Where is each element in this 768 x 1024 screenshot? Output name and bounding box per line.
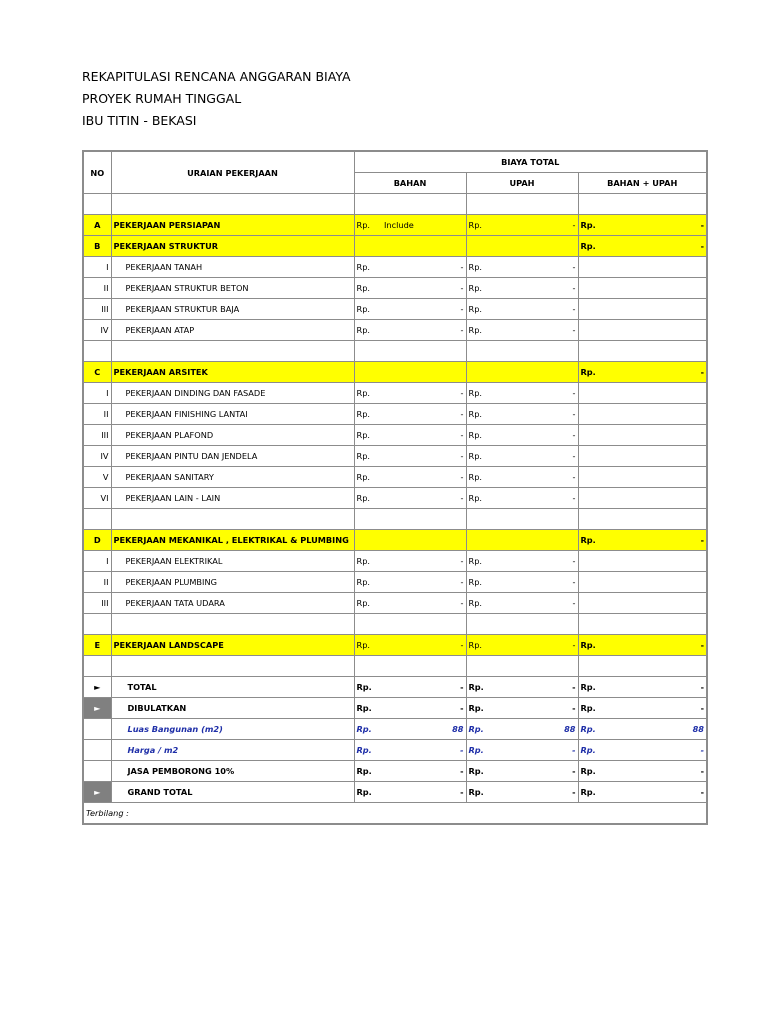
item-bahan-cell bbox=[354, 257, 466, 278]
amount-value: - bbox=[460, 451, 464, 461]
terbilang-row bbox=[83, 803, 707, 825]
amount-value: 88 bbox=[452, 724, 464, 734]
currency-label: Rp. bbox=[356, 640, 370, 650]
item-bahan-cell bbox=[354, 425, 466, 446]
currency-label: Rp. bbox=[356, 703, 372, 713]
section-label: PEKERJAAN ARSITEK bbox=[111, 362, 354, 383]
summary-upah-cell bbox=[466, 782, 578, 803]
summary-bahan-cell bbox=[354, 761, 466, 782]
amount-value: - bbox=[700, 535, 704, 545]
currency-label: Rp. bbox=[356, 766, 372, 776]
amount-value: 88 bbox=[692, 724, 704, 734]
summary-row bbox=[83, 677, 707, 698]
arrow-marker-icon: ► bbox=[83, 677, 111, 698]
blank-cell bbox=[111, 341, 354, 362]
summary-label: GRAND TOTAL bbox=[111, 782, 354, 803]
amount-value: - bbox=[572, 703, 576, 713]
item-upah-cell bbox=[466, 425, 578, 446]
currency-label: Rp. bbox=[468, 220, 482, 230]
currency-label: Rp. bbox=[580, 241, 596, 251]
currency-label: Rp. bbox=[580, 535, 596, 545]
currency-label: Rp. bbox=[468, 577, 482, 587]
blank-cell bbox=[466, 341, 578, 362]
amount-value: - bbox=[460, 304, 464, 314]
currency-label: Rp. bbox=[356, 430, 370, 440]
section-bahan-cell bbox=[354, 236, 466, 257]
amount-value: - bbox=[460, 577, 464, 587]
item-bahan-cell bbox=[354, 299, 466, 320]
summary-body bbox=[83, 677, 707, 803]
item-no: IV bbox=[83, 320, 111, 341]
blank-cell bbox=[466, 509, 578, 530]
section-row bbox=[83, 635, 707, 656]
section-no: C bbox=[83, 362, 111, 383]
section-label: PEKERJAAN STRUKTUR bbox=[111, 236, 354, 257]
currency-label: Rp. bbox=[468, 493, 482, 503]
currency-label: Rp. bbox=[356, 325, 370, 335]
blank-cell bbox=[466, 194, 578, 215]
amount-value: - bbox=[460, 409, 464, 419]
amount-value: - bbox=[572, 577, 576, 587]
summary-total-cell bbox=[578, 719, 707, 740]
item-upah-cell bbox=[466, 320, 578, 341]
summary-upah-cell bbox=[466, 761, 578, 782]
item-total-cell bbox=[578, 551, 707, 572]
amount-value: - bbox=[572, 283, 576, 293]
header-bahan-upah: BAHAN + UPAH bbox=[578, 173, 707, 194]
currency-label: Rp. bbox=[468, 745, 484, 755]
item-upah-cell bbox=[466, 278, 578, 299]
item-total-cell bbox=[578, 572, 707, 593]
item-total-cell bbox=[578, 257, 707, 278]
section-upah-cell bbox=[466, 530, 578, 551]
item-row bbox=[83, 488, 707, 509]
summary-total-cell bbox=[578, 698, 707, 719]
currency-label: Rp. bbox=[580, 682, 596, 692]
item-bahan-cell bbox=[354, 446, 466, 467]
amount-value: - bbox=[572, 220, 576, 230]
item-label: PEKERJAAN PINTU DAN JENDELA bbox=[111, 446, 354, 467]
amount-value: - bbox=[460, 598, 464, 608]
blank-cell bbox=[83, 614, 111, 635]
section-total-cell bbox=[578, 530, 707, 551]
item-bahan-cell bbox=[354, 572, 466, 593]
item-label: PEKERJAAN STRUKTUR BAJA bbox=[111, 299, 354, 320]
blank-cell bbox=[354, 194, 466, 215]
currency-label: Rp. bbox=[468, 325, 482, 335]
currency-label: Rp. bbox=[356, 787, 372, 797]
blank-cell bbox=[111, 509, 354, 530]
blank-row bbox=[83, 509, 707, 530]
summary-total-cell bbox=[578, 740, 707, 761]
title-line-3: IBU TITIN - BEKASI bbox=[82, 113, 197, 128]
amount-value: - bbox=[700, 220, 704, 230]
item-no: I bbox=[83, 383, 111, 404]
currency-label: Rp. bbox=[356, 493, 370, 503]
item-no: I bbox=[83, 257, 111, 278]
item-total-cell bbox=[578, 383, 707, 404]
arrow-marker-icon bbox=[83, 719, 111, 740]
currency-label: Rp. bbox=[356, 556, 370, 566]
amount-value: - bbox=[460, 703, 464, 713]
section-row bbox=[83, 530, 707, 551]
currency-label: Rp. bbox=[468, 640, 482, 650]
amount-value: - bbox=[460, 262, 464, 272]
item-upah-cell bbox=[466, 467, 578, 488]
item-row bbox=[83, 572, 707, 593]
item-upah-cell bbox=[466, 593, 578, 614]
section-row bbox=[83, 215, 707, 236]
amount-value: - bbox=[572, 766, 576, 776]
currency-label: Rp. bbox=[580, 724, 596, 734]
currency-label: Rp. bbox=[356, 220, 370, 230]
budget-table bbox=[82, 150, 708, 825]
summary-bahan-cell bbox=[354, 698, 466, 719]
header-row-1 bbox=[83, 151, 707, 173]
blank-cell bbox=[354, 341, 466, 362]
item-row bbox=[83, 383, 707, 404]
summary-total-cell bbox=[578, 782, 707, 803]
amount-value: - bbox=[460, 493, 464, 503]
item-label: PEKERJAAN TATA UDARA bbox=[111, 593, 354, 614]
summary-label: Harga / m2 bbox=[111, 740, 354, 761]
amount-value: - bbox=[572, 787, 576, 797]
section-bahan-cell bbox=[354, 362, 466, 383]
currency-label: Rp. bbox=[468, 409, 482, 419]
item-label: PEKERJAAN LAIN - LAIN bbox=[111, 488, 354, 509]
summary-total-cell bbox=[578, 677, 707, 698]
currency-label: Rp. bbox=[468, 787, 484, 797]
item-no: V bbox=[83, 467, 111, 488]
currency-label: Rp. bbox=[468, 472, 482, 482]
section-label: PEKERJAAN LANDSCAPE bbox=[111, 635, 354, 656]
note-text: Include bbox=[384, 220, 414, 230]
currency-label: Rp. bbox=[468, 430, 482, 440]
blank-cell bbox=[83, 509, 111, 530]
item-no: III bbox=[83, 593, 111, 614]
blank-row bbox=[83, 656, 707, 677]
amount-value: - bbox=[460, 430, 464, 440]
item-label: PEKERJAAN PLUMBING bbox=[111, 572, 354, 593]
blank-cell bbox=[578, 194, 707, 215]
section-no: A bbox=[83, 215, 111, 236]
item-row bbox=[83, 425, 707, 446]
blank-row bbox=[83, 341, 707, 362]
item-upah-cell bbox=[466, 572, 578, 593]
item-upah-cell bbox=[466, 551, 578, 572]
currency-label: Rp. bbox=[468, 451, 482, 461]
currency-label: Rp. bbox=[356, 409, 370, 419]
section-no: B bbox=[83, 236, 111, 257]
blank-cell bbox=[83, 194, 111, 215]
summary-upah-cell bbox=[466, 698, 578, 719]
item-row bbox=[83, 593, 707, 614]
item-label: PEKERJAAN TANAH bbox=[111, 257, 354, 278]
summary-upah-cell bbox=[466, 719, 578, 740]
item-bahan-cell bbox=[354, 551, 466, 572]
amount-value: - bbox=[460, 682, 464, 692]
summary-row bbox=[83, 761, 707, 782]
summary-row bbox=[83, 782, 707, 803]
section-total-cell bbox=[578, 215, 707, 236]
amount-value: - bbox=[460, 787, 464, 797]
amount-value: - bbox=[460, 556, 464, 566]
item-total-cell bbox=[578, 404, 707, 425]
currency-label: Rp. bbox=[356, 262, 370, 272]
currency-label: Rp. bbox=[356, 283, 370, 293]
item-total-cell bbox=[578, 593, 707, 614]
currency-label: Rp. bbox=[468, 304, 482, 314]
blank-cell bbox=[83, 656, 111, 677]
item-row bbox=[83, 551, 707, 572]
currency-label: Rp. bbox=[468, 682, 484, 692]
amount-value: - bbox=[572, 451, 576, 461]
amount-value: - bbox=[572, 640, 576, 650]
amount-value: 88 bbox=[564, 724, 576, 734]
currency-label: Rp. bbox=[580, 703, 596, 713]
currency-label: Rp. bbox=[468, 556, 482, 566]
blank-cell bbox=[111, 614, 354, 635]
blank-row bbox=[83, 614, 707, 635]
currency-label: Rp. bbox=[580, 220, 596, 230]
summary-upah-cell bbox=[466, 740, 578, 761]
item-upah-cell bbox=[466, 488, 578, 509]
currency-label: Rp. bbox=[356, 682, 372, 692]
blank-cell bbox=[466, 656, 578, 677]
amount-value: - bbox=[700, 367, 704, 377]
section-row bbox=[83, 236, 707, 257]
currency-label: Rp. bbox=[356, 577, 370, 587]
item-upah-cell bbox=[466, 404, 578, 425]
summary-row bbox=[83, 698, 707, 719]
amount-value: - bbox=[460, 388, 464, 398]
summary-bahan-cell bbox=[354, 782, 466, 803]
header-upah: UPAH bbox=[466, 173, 578, 194]
item-no: IV bbox=[83, 446, 111, 467]
section-upah-cell bbox=[466, 362, 578, 383]
section-no: E bbox=[83, 635, 111, 656]
item-upah-cell bbox=[466, 299, 578, 320]
blank-cell bbox=[111, 194, 354, 215]
item-row bbox=[83, 467, 707, 488]
item-no: I bbox=[83, 551, 111, 572]
amount-value: - bbox=[700, 241, 704, 251]
currency-label: Rp. bbox=[356, 598, 370, 608]
item-label: PEKERJAAN FINISHING LANTAI bbox=[111, 404, 354, 425]
amount-value: - bbox=[572, 682, 576, 692]
item-row bbox=[83, 299, 707, 320]
amount-value: - bbox=[572, 304, 576, 314]
currency-label: Rp. bbox=[468, 598, 482, 608]
amount-value: - bbox=[572, 598, 576, 608]
item-total-cell bbox=[578, 488, 707, 509]
summary-row bbox=[83, 740, 707, 761]
blank-cell bbox=[83, 341, 111, 362]
summary-label: TOTAL bbox=[111, 677, 354, 698]
section-upah-cell bbox=[466, 635, 578, 656]
item-upah-cell bbox=[466, 257, 578, 278]
amount-value: - bbox=[460, 472, 464, 482]
item-bahan-cell bbox=[354, 593, 466, 614]
section-upah-cell bbox=[466, 215, 578, 236]
item-label: PEKERJAAN ATAP bbox=[111, 320, 354, 341]
item-bahan-cell bbox=[354, 278, 466, 299]
arrow-marker-icon bbox=[83, 761, 111, 782]
item-total-cell bbox=[578, 278, 707, 299]
blank-cell bbox=[354, 656, 466, 677]
currency-label: Rp. bbox=[580, 640, 596, 650]
summary-bahan-cell bbox=[354, 677, 466, 698]
amount-value: - bbox=[572, 409, 576, 419]
item-label: PEKERJAAN ELEKTRIKAL bbox=[111, 551, 354, 572]
section-total-cell bbox=[578, 362, 707, 383]
summary-label: DIBULATKAN bbox=[111, 698, 354, 719]
item-upah-cell bbox=[466, 446, 578, 467]
section-total-cell bbox=[578, 635, 707, 656]
amount-value: - bbox=[700, 682, 704, 692]
currency-label: Rp. bbox=[356, 304, 370, 314]
currency-label: Rp. bbox=[468, 766, 484, 776]
item-total-cell bbox=[578, 320, 707, 341]
item-row bbox=[83, 446, 707, 467]
item-no: III bbox=[83, 299, 111, 320]
item-bahan-cell bbox=[354, 404, 466, 425]
currency-label: Rp. bbox=[468, 703, 484, 713]
item-no: III bbox=[83, 425, 111, 446]
blank-cell bbox=[466, 614, 578, 635]
item-row bbox=[83, 320, 707, 341]
title-line-1: REKAPITULASI RENCANA ANGGARAN BIAYA bbox=[82, 69, 351, 84]
currency-label: Rp. bbox=[356, 451, 370, 461]
item-upah-cell bbox=[466, 383, 578, 404]
item-no: II bbox=[83, 404, 111, 425]
section-upah-cell bbox=[466, 236, 578, 257]
amount-value: - bbox=[700, 787, 704, 797]
item-label: PEKERJAAN DINDING DAN FASADE bbox=[111, 383, 354, 404]
title-line-2: PROYEK RUMAH TINGGAL bbox=[82, 91, 242, 106]
amount-value: - bbox=[700, 640, 704, 650]
item-row bbox=[83, 278, 707, 299]
header-no: NO bbox=[83, 151, 111, 194]
currency-label: Rp. bbox=[356, 745, 372, 755]
amount-value: - bbox=[700, 745, 704, 755]
section-row bbox=[83, 362, 707, 383]
section-bahan-cell bbox=[354, 530, 466, 551]
summary-upah-cell bbox=[466, 677, 578, 698]
section-bahan-cell bbox=[354, 635, 466, 656]
summary-bahan-cell bbox=[354, 740, 466, 761]
note-body bbox=[83, 803, 707, 825]
item-bahan-cell bbox=[354, 383, 466, 404]
summary-row bbox=[83, 719, 707, 740]
header-bahan: BAHAN bbox=[354, 173, 466, 194]
blank-cell bbox=[578, 656, 707, 677]
amount-value: - bbox=[700, 703, 704, 713]
header-uraian: URAIAN PEKERJAAN bbox=[111, 151, 354, 194]
amount-value: - bbox=[460, 325, 464, 335]
blank-cell bbox=[578, 509, 707, 530]
amount-value: - bbox=[572, 493, 576, 503]
currency-label: Rp. bbox=[580, 766, 596, 776]
currency-label: Rp. bbox=[468, 388, 482, 398]
summary-label: JASA PEMBORONG 10% bbox=[111, 761, 354, 782]
item-no: II bbox=[83, 572, 111, 593]
item-row bbox=[83, 257, 707, 278]
currency-label: Rp. bbox=[356, 388, 370, 398]
blank-cell bbox=[578, 614, 707, 635]
item-label: PEKERJAAN SANITARY bbox=[111, 467, 354, 488]
document-titles bbox=[82, 66, 351, 132]
item-label: PEKERJAAN STRUKTUR BETON bbox=[111, 278, 354, 299]
item-total-cell bbox=[578, 299, 707, 320]
table-body bbox=[83, 194, 707, 677]
terbilang-label: Terbilang : bbox=[83, 803, 707, 825]
summary-bahan-cell bbox=[354, 719, 466, 740]
header-biaya-total: BIAYA TOTAL bbox=[354, 151, 707, 173]
summary-total-cell bbox=[578, 761, 707, 782]
blank-row bbox=[83, 194, 707, 215]
currency-label: Rp. bbox=[356, 472, 370, 482]
amount-value: - bbox=[572, 388, 576, 398]
item-bahan-cell bbox=[354, 488, 466, 509]
currency-label: Rp. bbox=[468, 724, 484, 734]
section-total-cell bbox=[578, 236, 707, 257]
amount-value: - bbox=[460, 745, 464, 755]
section-label: PEKERJAAN MEKANIKAL , ELEKTRIKAL & PLUMBING bbox=[111, 530, 354, 551]
amount-value: - bbox=[572, 472, 576, 482]
amount-value: - bbox=[572, 430, 576, 440]
item-total-cell bbox=[578, 467, 707, 488]
blank-cell bbox=[578, 341, 707, 362]
blank-cell bbox=[111, 656, 354, 677]
item-bahan-cell bbox=[354, 467, 466, 488]
currency-label: Rp. bbox=[468, 262, 482, 272]
section-bahan-cell bbox=[354, 215, 466, 236]
arrow-marker-icon: ► bbox=[83, 698, 111, 719]
item-label: PEKERJAAN PLAFOND bbox=[111, 425, 354, 446]
item-total-cell bbox=[578, 446, 707, 467]
section-no: D bbox=[83, 530, 111, 551]
amount-value: - bbox=[460, 640, 464, 650]
currency-label: Rp. bbox=[580, 787, 596, 797]
item-no: VI bbox=[83, 488, 111, 509]
amount-value: - bbox=[460, 766, 464, 776]
amount-value: - bbox=[700, 766, 704, 776]
item-total-cell bbox=[578, 425, 707, 446]
arrow-marker-icon bbox=[83, 740, 111, 761]
blank-cell bbox=[354, 614, 466, 635]
currency-label: Rp. bbox=[580, 367, 596, 377]
amount-value: - bbox=[460, 283, 464, 293]
currency-label: Rp. bbox=[356, 724, 372, 734]
currency-label: Rp. bbox=[580, 745, 596, 755]
item-bahan-cell bbox=[354, 320, 466, 341]
item-no: II bbox=[83, 278, 111, 299]
section-label: PEKERJAAN PERSIAPAN bbox=[111, 215, 354, 236]
amount-value: - bbox=[572, 325, 576, 335]
currency-label: Rp. bbox=[468, 283, 482, 293]
amount-value: - bbox=[572, 262, 576, 272]
arrow-marker-icon: ► bbox=[83, 782, 111, 803]
blank-cell bbox=[354, 509, 466, 530]
item-row bbox=[83, 404, 707, 425]
amount-value: - bbox=[572, 745, 576, 755]
amount-value: - bbox=[572, 556, 576, 566]
summary-label: Luas Bangunan (m2) bbox=[111, 719, 354, 740]
